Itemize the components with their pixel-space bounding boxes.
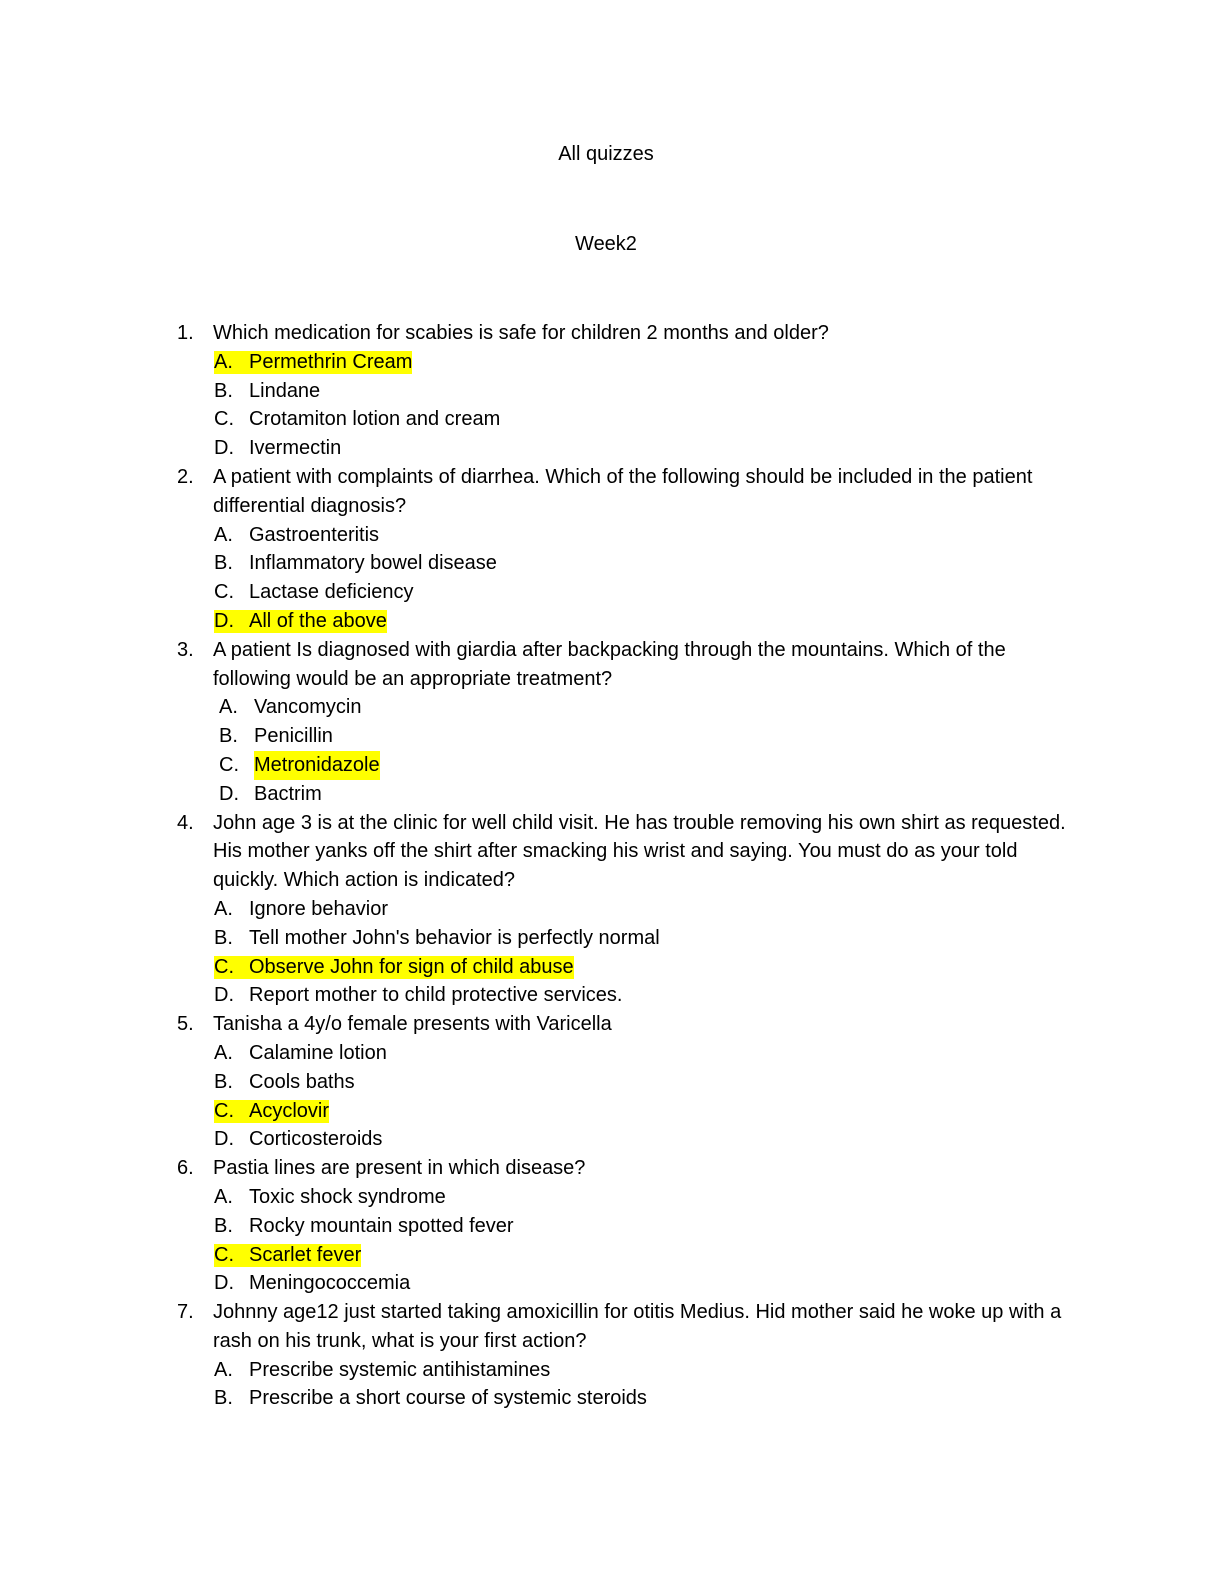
option-letter: C. [219, 753, 239, 776]
question-line [0, 1010, 1224, 1039]
option-letter: A. [214, 1358, 233, 1381]
option-letter: C. [214, 1099, 234, 1122]
option-letter: D. [214, 984, 234, 1007]
answer-option [0, 1356, 1224, 1385]
option-text: Report mother to child protective services. [249, 984, 623, 1007]
option-letter: A. [214, 897, 233, 920]
question-text: Johnny age12 just started taking amoxicillin for otitis Medius. Hid mother said he woke up with a [213, 1301, 1062, 1324]
answer-option [0, 607, 1224, 636]
answer-option [0, 981, 1224, 1010]
option-letter: B. [214, 1070, 233, 1093]
option-text: Ignore behavior [249, 897, 388, 920]
option-text: Scarlet fever [249, 1243, 362, 1266]
option-letter: A. [214, 1185, 233, 1208]
answer-option [0, 895, 1224, 924]
option-letter: D. [214, 609, 234, 632]
option-letter: D. [214, 1272, 234, 1295]
option-text: Lactase deficiency [249, 581, 414, 604]
answer-option [0, 1241, 1224, 1270]
option-text: Bactrim [254, 782, 322, 805]
answer-option [0, 693, 1224, 722]
option-text: All of the above [249, 609, 387, 632]
question-number: 2. [177, 465, 194, 488]
question-line [0, 1327, 1224, 1356]
answer-option [0, 1183, 1224, 1212]
option-letter: B. [214, 552, 233, 575]
option-text: Acyclovir [249, 1099, 330, 1122]
answer-option [0, 405, 1224, 434]
option-text: Penicillin [254, 725, 333, 748]
option-text: Prescribe a short course of systemic steroids [249, 1387, 647, 1410]
question-text: A patient Is diagnosed with giardia after backpacking through the mountains. Which of the [213, 638, 1006, 661]
option-letter: C. [214, 955, 234, 978]
option-letter: D. [219, 782, 239, 805]
answer-option [0, 578, 1224, 607]
answer-option [0, 1384, 1224, 1413]
question-number: 1. [177, 322, 194, 344]
question-line [0, 492, 1224, 521]
question-number: 7. [177, 1301, 194, 1324]
answer-option [0, 1068, 1224, 1097]
answer-option [0, 434, 1224, 463]
question-number: 5. [177, 1013, 194, 1036]
question-text: John age 3 is at the clinic for well child visit. He has trouble removing his own shirt as requested. [213, 811, 1066, 834]
question-line [0, 866, 1224, 895]
answer-option [0, 780, 1224, 809]
option-text: Lindane [249, 379, 321, 402]
option-letter: B. [219, 725, 238, 748]
question-text: rash on his trunk, what is your first action? [213, 1329, 587, 1352]
option-letter: D. [214, 437, 234, 460]
option-letter: A. [214, 350, 233, 373]
question-text: quickly. Which action is indicated? [213, 869, 515, 892]
option-text: Inflammatory bowel disease [249, 552, 497, 575]
option-text: Vancomycin [254, 696, 362, 719]
question-line [0, 636, 1224, 665]
answer-option [0, 348, 1224, 377]
answer-option [0, 953, 1224, 982]
option-text: Crotamiton lotion and cream [249, 408, 501, 431]
option-letter: B. [214, 379, 233, 402]
option-text: Rocky mountain spotted fever [249, 1214, 514, 1237]
question-text: differential diagnosis? [213, 494, 407, 517]
option-text: Gastroenteritis [249, 523, 380, 546]
option-text: Cools baths [249, 1070, 355, 1093]
question-line [0, 809, 1224, 838]
question-line [0, 665, 1224, 694]
option-text: Calamine lotion [249, 1041, 387, 1064]
option-text: Meningococcemia [249, 1272, 411, 1295]
option-text: Ivermectin [249, 437, 342, 460]
option-letter: A. [214, 1041, 233, 1064]
option-text: Toxic shock syndrome [249, 1185, 446, 1208]
question-text: A patient with complaints of diarrhea. Which of the following should be included in the patient [213, 465, 1033, 488]
question-text: His mother yanks off the shirt after smacking his wrist and saying. You must do as your told [213, 840, 1018, 863]
option-letter: A. [214, 523, 233, 546]
answer-option [0, 924, 1224, 953]
answer-option [0, 377, 1224, 406]
option-letter: A. [219, 696, 238, 719]
question-line [0, 1154, 1224, 1183]
option-letter: C. [214, 1243, 234, 1266]
document-subtitle: Week2 [575, 233, 637, 255]
option-letter: B. [214, 1387, 233, 1410]
question-text: following would be an appropriate treatment? [213, 667, 613, 690]
option-text: Metronidazole [254, 751, 380, 780]
answer-option [0, 1269, 1224, 1298]
option-letter: D. [214, 1128, 234, 1151]
option-letter: B. [214, 926, 233, 949]
question-line [0, 837, 1224, 866]
answer-option [0, 1125, 1224, 1154]
option-letter: B. [214, 1214, 233, 1237]
question-number: 3. [177, 638, 194, 661]
option-letter: C. [214, 581, 234, 604]
option-text: Corticosteroids [249, 1128, 383, 1151]
option-text: Prescribe systemic antihistamines [249, 1358, 551, 1381]
question-line [0, 319, 1224, 348]
question-text: Pastia lines are present in which disease? [213, 1157, 586, 1180]
question-line [0, 1298, 1224, 1327]
option-text: Observe John for sign of child abuse [249, 955, 574, 978]
question-list [0, 319, 1224, 1413]
answer-option [0, 521, 1224, 550]
question-text: Which medication for scabies is safe for children 2 months and older? [213, 322, 829, 344]
question-text: Tanisha a 4y/o female presents with Varicella [213, 1013, 612, 1036]
option-text: Tell mother John's behavior is perfectly normal [249, 926, 660, 949]
option-text: Permethrin Cream [249, 350, 413, 373]
answer-option [0, 1212, 1224, 1241]
answer-option [0, 1039, 1224, 1068]
question-number: 4. [177, 811, 194, 834]
question-number: 6. [177, 1157, 194, 1180]
document-title: All quizzes [558, 143, 654, 165]
answer-option [0, 1097, 1224, 1126]
answer-option [0, 751, 1224, 780]
answer-option [0, 722, 1224, 751]
answer-option [0, 549, 1224, 578]
option-letter: C. [214, 408, 234, 431]
question-line [0, 463, 1224, 492]
